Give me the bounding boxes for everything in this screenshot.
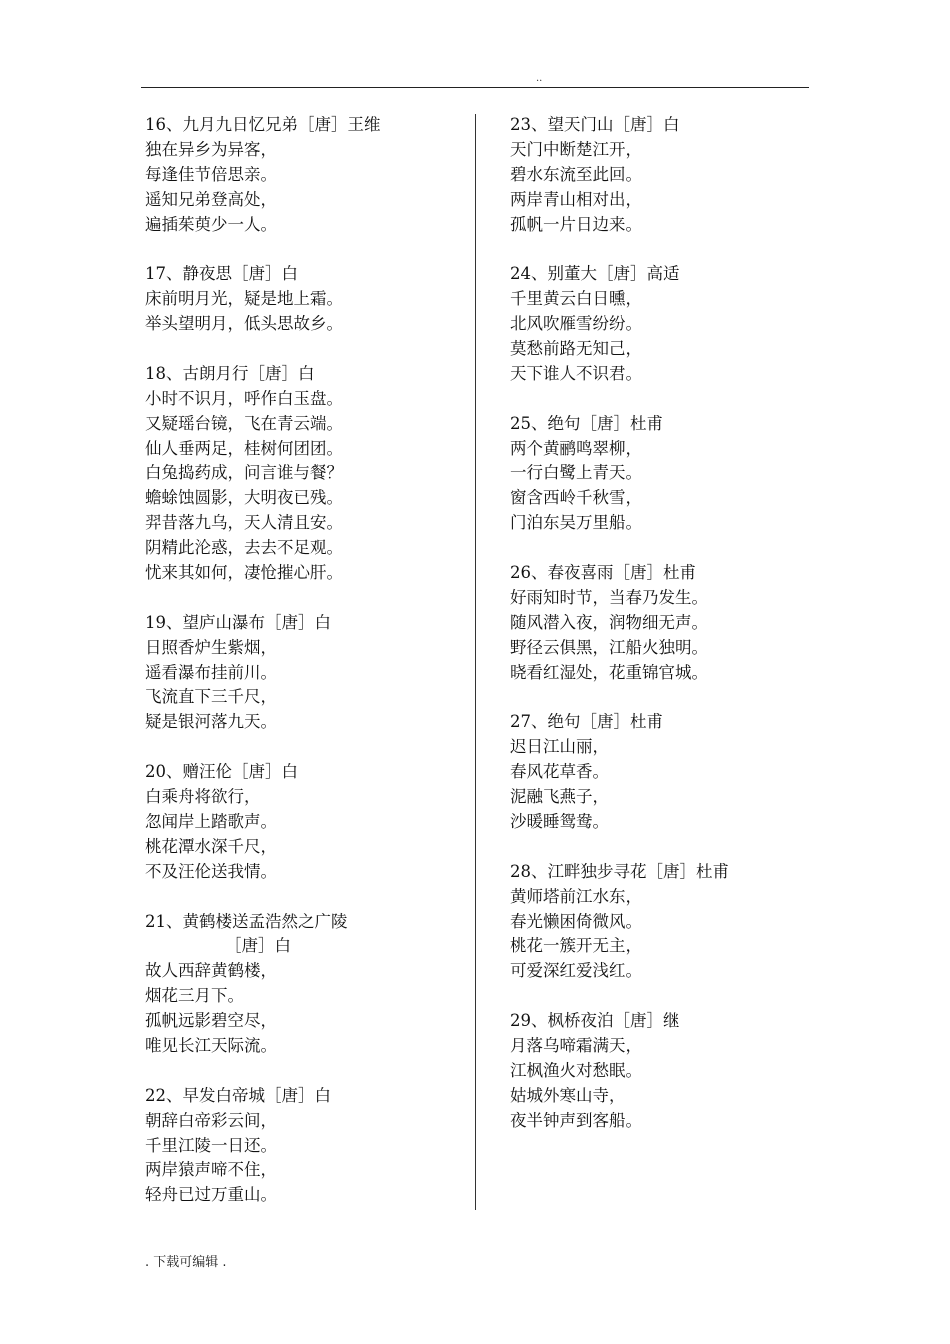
poem-line: 千里黄云白日曛， xyxy=(510,289,642,309)
poem-line: 遍插茱萸少一人。 xyxy=(145,214,277,234)
poem-title: 22、早发白帝城［唐］白 xyxy=(145,1085,331,1105)
poem-line: 孤帆远影碧空尽， xyxy=(145,1011,277,1031)
poem-line: 两岸青山相对出， xyxy=(510,189,642,209)
poem-line: 唯见长江天际流。 xyxy=(145,1035,277,1055)
poem-column-left xyxy=(145,113,475,1233)
poem-title: 25、绝句［唐］杜甫 xyxy=(510,413,663,433)
poem-title: 19、望庐山瀑布［唐］白 xyxy=(145,612,331,632)
poem-block xyxy=(510,262,840,386)
footer-note: . 下载可编辑 . xyxy=(145,1255,227,1270)
poem-line: 白乘舟将欲行， xyxy=(145,787,261,807)
poem-line: 窗含西岭千秋雪， xyxy=(510,488,642,508)
poem-line: 遥知兄弟登高处， xyxy=(145,189,277,209)
poem-line: 朝辞白帝彩云间， xyxy=(145,1110,277,1130)
poem-line: 蟾蜍蚀圆影，大明夜已残。 xyxy=(145,488,343,508)
poem-line: 白兔捣药成，问言谁与餐？ xyxy=(145,463,343,483)
poem-title: 23、望天门山［唐］白 xyxy=(510,115,680,134)
poem-line: 遥看瀑布挂前川。 xyxy=(145,662,277,682)
poem-block xyxy=(145,262,475,337)
poem-title: 24、别董大［唐］高适 xyxy=(510,264,680,284)
poem-line: 疑是银河落九天。 xyxy=(145,712,277,732)
poem-line: 可爱深红爱浅红。 xyxy=(510,961,642,981)
poem-block xyxy=(145,760,475,884)
poem-title: 16、九月九日忆兄弟［唐］王维 xyxy=(145,115,381,134)
poem-line: 忽闻岸上踏歌声。 xyxy=(145,811,277,831)
poem-block xyxy=(145,1084,475,1208)
poem-block xyxy=(510,412,840,536)
poem-title: 21、黄鹤楼送孟浩然之广陵 xyxy=(145,911,348,931)
poem-block xyxy=(145,362,475,586)
poem-line: 北风吹雁雪纷纷。 xyxy=(510,314,642,334)
poem-line: 泥融飞燕子， xyxy=(510,787,609,807)
poem-line: 桃花潭水深千尺， xyxy=(145,836,277,856)
poem-line: 沙暖睡鸳鸯。 xyxy=(510,811,609,831)
poem-line: 烟花三月下。 xyxy=(145,986,244,1006)
poem-line: 两岸猿声啼不住， xyxy=(145,1160,277,1180)
poem-title: 27、绝句［唐］杜甫 xyxy=(510,712,663,732)
poem-column-right xyxy=(510,113,840,1158)
poem-line: 碧水东流至此回。 xyxy=(510,164,642,184)
poem-line: 天下谁人不识君。 xyxy=(510,363,642,383)
poem-line: 小时不识月，呼作白玉盘。 xyxy=(145,388,343,408)
poem-title: 28、江畔独步寻花［唐］杜甫 xyxy=(510,861,729,881)
poem-line: 故人西辞黄鹤楼， xyxy=(145,961,277,981)
poem-line: 千里江陵一日还。 xyxy=(145,1135,277,1155)
poem-line: 羿昔落九乌，天人清且安。 xyxy=(145,513,343,533)
header-mark: .. xyxy=(536,73,543,84)
poem-line: 好雨知时节，当春乃发生。 xyxy=(510,587,708,607)
poem-line: 孤帆一片日边来。 xyxy=(510,214,642,234)
poem-block xyxy=(145,113,475,237)
poem-line: 又疑瑶台镜，飞在青云端。 xyxy=(145,413,343,433)
poem-line: 阴精此沦惑，去去不足观。 xyxy=(145,538,343,558)
poem-line: 姑城外寒山寺， xyxy=(510,1085,626,1105)
poem-title: 17、静夜思［唐］白 xyxy=(145,264,298,284)
poem-line: 野径云俱黑，江船火独明。 xyxy=(510,637,708,657)
poem-line: 黄师塔前江水东， xyxy=(510,886,642,906)
poem-title: 18、古朗月行［唐］白 xyxy=(145,363,315,383)
poem-line: 每逢佳节倍思亲。 xyxy=(145,164,277,184)
poem-line: 举头望明月，低头思故乡。 xyxy=(145,314,343,334)
poem-line: 莫愁前路无知己， xyxy=(510,339,642,359)
poem-line: 日照香炉生紫烟， xyxy=(145,637,277,657)
poem-line: 桃花一簇开无主， xyxy=(510,936,642,956)
poem-line: 不及汪伦送我情。 xyxy=(145,861,277,881)
poem-block xyxy=(510,1009,840,1133)
poem-title: 20、赠汪伦［唐］白 xyxy=(145,762,298,782)
column-divider xyxy=(475,114,476,1210)
poem-title-continuation: ［唐］白 xyxy=(225,936,291,956)
poem-line: 两个黄鹂鸣翠柳， xyxy=(510,438,642,458)
poem-block xyxy=(510,113,840,237)
poem-title: 29、枫桥夜泊［唐］继 xyxy=(510,1011,680,1031)
poem-line: 夜半钟声到客船。 xyxy=(510,1110,642,1130)
poem-block xyxy=(510,860,840,984)
poem-line: 迟日江山丽， xyxy=(510,737,609,757)
poem-line: 天门中断楚江开， xyxy=(510,139,642,159)
poem-block xyxy=(510,561,840,685)
poem-block xyxy=(510,710,840,834)
poem-line: 床前明月光，疑是地上霜。 xyxy=(145,289,343,309)
poem-line: 忧来其如何，凄怆摧心肝。 xyxy=(145,563,343,583)
poem-line: 春风花草香。 xyxy=(510,762,609,782)
poem-line: 一行白鹭上青天。 xyxy=(510,463,642,483)
poem-line: 飞流直下三千尺， xyxy=(145,687,277,707)
poem-line: 月落乌啼霜满天， xyxy=(510,1035,642,1055)
poem-line: 轻舟已过万重山。 xyxy=(145,1185,277,1205)
header-rule xyxy=(141,87,809,88)
poem-block xyxy=(145,910,475,1059)
poem-line: 独在异乡为异客， xyxy=(145,139,277,159)
poem-line: 仙人垂两足，桂树何团团。 xyxy=(145,438,343,458)
poem-line: 江枫渔火对愁眠。 xyxy=(510,1060,642,1080)
poem-line: 门泊东吴万里船。 xyxy=(510,513,642,533)
poem-line: 晓看红湿处，花重锦官城。 xyxy=(510,662,708,682)
poem-line: 春光懒困倚微风。 xyxy=(510,911,642,931)
poem-block xyxy=(145,611,475,735)
poem-line: 随风潜入夜，润物细无声。 xyxy=(510,612,708,632)
poem-title: 26、春夜喜雨［唐］杜甫 xyxy=(510,563,696,583)
